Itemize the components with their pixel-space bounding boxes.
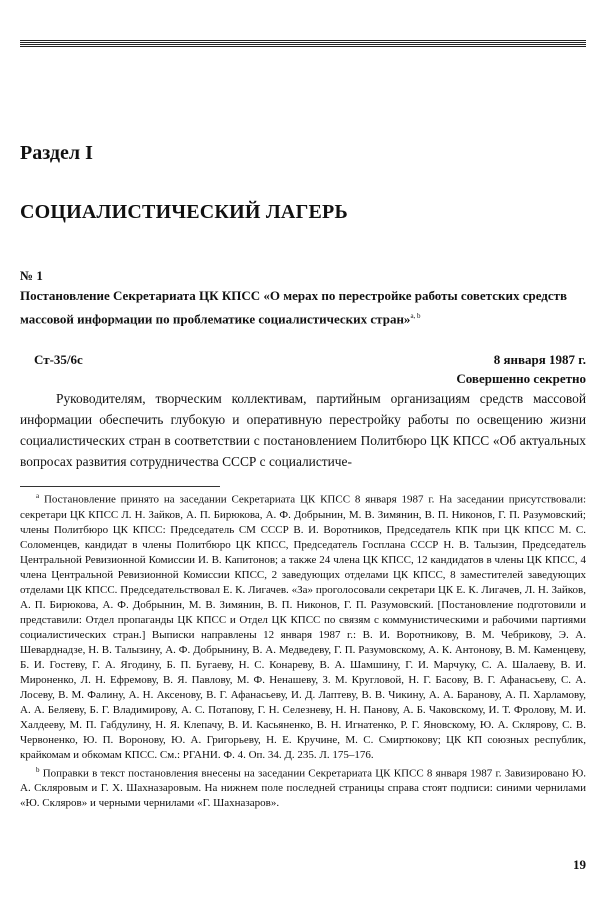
footnote-text: Поправки в текст постановления внесены на заседании Секретариата ЦК КПСС 8 января 1987 г. Завизировано Ю. А. Скляровым и Г. Х. Шахназаровым. На нижнем поле последней страницы справа стоят подписи: синими чернилами «Ю. Скляров» и черными чернилами «Г. Шахназаров». xyxy=(20,767,587,810)
footnote-mark: a xyxy=(36,492,40,500)
section-heading: Раздел I xyxy=(20,142,93,164)
document-title-notes: a, b xyxy=(410,312,421,320)
footnote-text: Постановление принято на заседании Секретариата ЦК КПСС 8 января 1987 г. На заседании присутствовали: секретари ЦК КПСС Л. Н. Зайков, А. П. Бирюкова, А. Ф. Добрынин, М. В. Зимянин, В. П. Никонов, Г. П. Разумовский; члены Политбюро ЦК КПСС: Председатель СМ СССР В. И. Воротников, Председатель КПК при ЦК КПСС М. С. Соломенцев, кандидат в члены Политбюро ЦК КПСС, Председатель Госплана СССР Н. В. Талызин, Председатель Центральной Ревизионной Комиссии И. В. Капитонов; а также 24 члена ЦК КПСС, 12 кандидатов в члены ЦК КПСС, 4 члена Центральной Ревизионной Комиссии КПСС, 2 заведующих отделами ЦК КПСС, 8 заместителей заведующих отделами ЦК КПСС. Председательствовал Е. К. Лигачев. «За» проголосовали секретари ЦК Е. К. Лигачев, Л. Н. Зайков, А. П. Бирюкова, А. Ф. Добрынин, М. В. Зимянин, В. П. Никонов, Г. П. Разумовский. [Постановление подготовили и представили: Отдел пропаганды ЦК КПСС и Отдел ЦК КПСС по связям с коммунистическими и рабочими партиями социалистических стран.] Выписки направлены 12 января 1987 г.: В. И. Воротникову, В. М. Чебрикову, Э. А. Шеварднадзе, Н. В. Талызину, А. Ф. Добрынину, В. А. Медведеву, Г. П. Разумовскому, А. К. Антонову, В. М. Каменцеву, Б. И. Гостеву, Г. А. Ягодину, Б. П. Бугаеву, Н. С. Конареву, В. А. Шамшину, Г. И. Марчуку, С. А. Шалаеву, В. И. Мироненко, Л. Н. Ефремову, В. Я. Павлову, М. Ф. Ненашеву, З. М. Кругловой, Н. Г. Басову, В. Г. Афанасьеву, С. А. Лосеву, В. М. Фалину, А. Н. Аксенову, В. Г. Афанасьеву, И. Д. Лаптеву, В. В. Чикину, А. А. Баранову, А. П. Харламову, А. А. Беляеву, Б. Г. Владимирову, А. С. Потапову, Г. Н. Селезневу, Н. Н. Панову, А. Б. Чаковскому, И. Т. Фролову, М. И. Халдееву, М. П. Габдулину, Н. Я. Клепачу, В. И. Касьяненко, В. Н. Игнатенко, Р. Г. Яновскому, Ю. А. Склярову, С. В. Червоненко, Ю. П. Воронову, Ю. А. Григорьеву, Н. Е. Кручине, М. С. Смиртюкову; ЦК КП союзных республик, крайкомам и обкомам КПСС. См.: РГАНИ. Ф. 4. Оп. 34. Д. 235. Л. 175–176. xyxy=(20,493,587,761)
chapter-title: СОЦИАЛИСТИЧЕСКИЙ ЛАГЕРЬ xyxy=(20,201,348,223)
page-number: 19 xyxy=(573,857,586,872)
footnote-b xyxy=(20,763,586,812)
body-paragraph: Руководителям, творческим коллективам, партийным организациям средств массовой информации обеспечить глубокую и оперативную перестройку работы по освещению жизни социалистических стран в соответствии с постановлением Политбюро ЦК КПСС «Об актуальных вопросах развития сотрудничества СССР с социалистиче- xyxy=(20,391,586,469)
document-date: 8 января 1987 г. xyxy=(493,352,586,367)
footnote-a xyxy=(20,489,586,763)
classification-stamp: Совершенно секретно xyxy=(456,371,586,386)
document-title xyxy=(20,285,586,329)
document-number: № 1 xyxy=(20,268,43,283)
header-rule xyxy=(20,40,586,48)
footnote-mark: b xyxy=(36,765,40,774)
document-reference: Ст-35/6с xyxy=(34,352,83,367)
document-title-text: Постановление Секретариата ЦК КПСС «О мерах по перестройке работы советских средств массовой информации по проблематике социалистических стран» xyxy=(20,288,568,327)
footnotes xyxy=(20,489,586,811)
footnote-rule xyxy=(20,486,220,487)
